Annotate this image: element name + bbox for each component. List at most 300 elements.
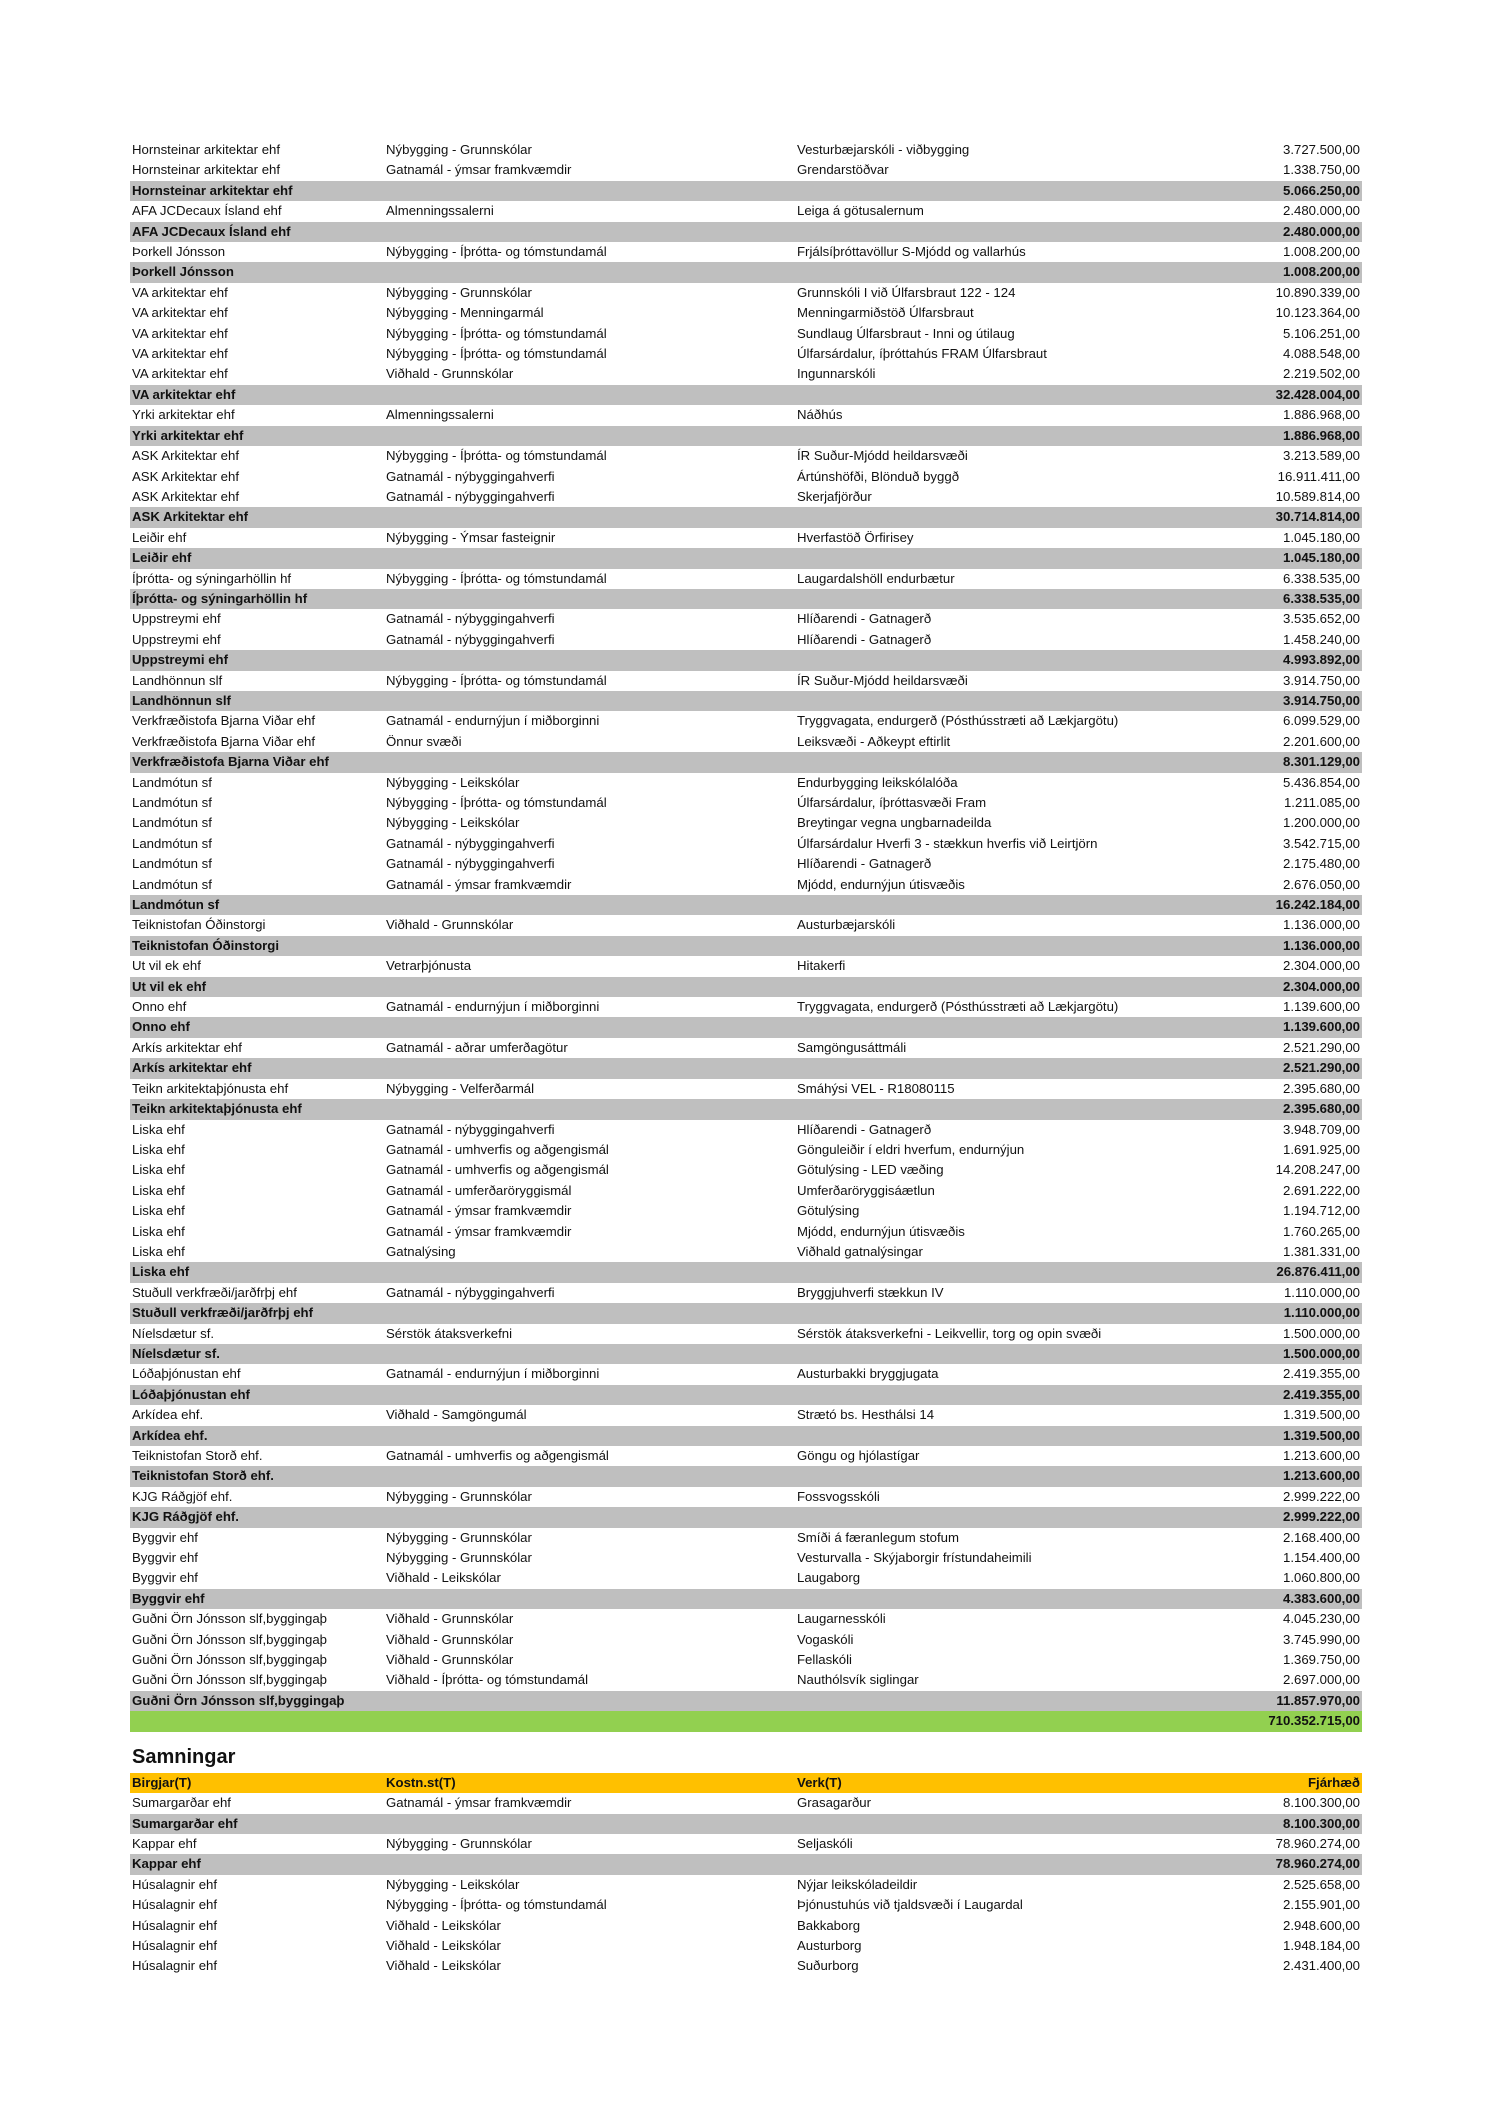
cost-center-cell: Nýbygging - Leikskólar xyxy=(386,1876,520,1892)
table-row xyxy=(130,344,1362,364)
amount-cell: 2.419.355,00 xyxy=(1282,1366,1360,1382)
subtotal-empty xyxy=(795,936,1265,956)
amount-cell: 2.168.400,00 xyxy=(1282,1529,1360,1545)
supplier-cell: Guðni Örn Jónsson slf,byggingaþ xyxy=(132,1611,327,1627)
supplier-cell: Liska ehf xyxy=(132,1182,185,1198)
subtotal-amount: 3.914.750,00 xyxy=(1265,691,1362,711)
table-row xyxy=(130,1548,1362,1568)
table-row xyxy=(130,1038,1362,1058)
subtotal-empty xyxy=(384,1099,795,1119)
cost-center-cell: Viðhald - Leikskólar xyxy=(386,1570,501,1586)
cost-center-cell: Nýbygging - Grunnskólar xyxy=(386,284,532,300)
amount-cell: 1.760.265,00 xyxy=(1282,1223,1360,1239)
subtotal-row xyxy=(130,1262,1362,1282)
subtotal-empty xyxy=(795,1589,1265,1609)
project-cell: Náðhús xyxy=(797,407,843,423)
subtotal-empty xyxy=(795,1466,1265,1486)
subtotal-row xyxy=(130,181,1362,201)
amount-cell: 2.395.680,00 xyxy=(1282,1080,1360,1096)
project-cell: Leiksvæði - Aðkeypt eftirlit xyxy=(797,733,951,749)
supplier-cell: Stuðull verkfræði/jarðfrþj ehf xyxy=(132,1284,297,1300)
subtotal-empty xyxy=(795,548,1265,568)
supplier-cell: Þorkell Jónsson xyxy=(132,244,226,260)
table-row xyxy=(130,446,1362,466)
cost-center-cell: Nýbygging - Íþrótta- og tómstundamál xyxy=(386,325,607,341)
project-cell: ÍR Suður-Mjódd heildarsvæði xyxy=(797,672,968,688)
supplier-cell: Húsalagnir ehf xyxy=(132,1897,218,1913)
table-row xyxy=(130,1528,1362,1548)
project-cell: Mjódd, endurnýjun útisvæðis xyxy=(797,1223,965,1239)
table-row xyxy=(130,813,1362,833)
amount-cell: 2.697.000,00 xyxy=(1282,1672,1360,1688)
supplier-cell: Níelsdætur sf. xyxy=(132,1325,215,1341)
amount-cell: 2.175.480,00 xyxy=(1282,856,1360,872)
table-row xyxy=(130,467,1362,487)
project-cell: Úlfarsárdalur, íþróttahús FRAM Úlfarsbraut xyxy=(797,346,1047,362)
cost-center-cell: Vetrarþjónusta xyxy=(386,958,472,974)
cost-center-cell: Gatnamál - umhverfis og aðgengismál xyxy=(386,1162,609,1178)
subtotal-empty xyxy=(384,1854,795,1874)
cost-center-cell: Gatnamál - nýbyggingahverfi xyxy=(386,856,555,872)
project-cell: Menningarmiðstöð Úlfarsbraut xyxy=(797,305,974,321)
supplier-cell: Liska ehf xyxy=(132,1243,185,1259)
amount-cell: 2.201.600,00 xyxy=(1282,733,1360,749)
cost-center-cell: Nýbygging - Grunnskólar xyxy=(386,1835,532,1851)
subtotal-amount: 1.045.180,00 xyxy=(1265,548,1362,568)
table-row xyxy=(130,242,1362,262)
project-cell: Sundlaug Úlfarsbraut - Inni og útilaug xyxy=(797,325,1015,341)
subtotal-label: Arkídea ehf. xyxy=(130,1426,384,1446)
subtotal-row xyxy=(130,1466,1362,1486)
subtotal-empty xyxy=(384,1385,795,1405)
subtotal-label: Kappar ehf xyxy=(130,1854,384,1874)
amount-cell: 8.100.300,00 xyxy=(1282,1795,1360,1811)
project-cell: Bryggjuhverfi stækkun IV xyxy=(797,1284,944,1300)
report-sheet xyxy=(130,140,1362,1977)
amount-cell: 5.436.854,00 xyxy=(1282,774,1360,790)
subtotal-amount: 8.301.129,00 xyxy=(1265,752,1362,772)
subtotal-empty xyxy=(795,1426,1265,1446)
project-cell: Tryggvagata, endurgerð (Pósthússtræti að Lækjargötu) xyxy=(797,999,1119,1015)
project-cell: Fossvogsskóli xyxy=(797,1488,880,1504)
subtotal-empty xyxy=(795,222,1265,242)
amount-cell: 2.304.000,00 xyxy=(1282,958,1360,974)
supplier-cell: Guðni Örn Jónsson slf,byggingaþ xyxy=(132,1672,327,1688)
table-row xyxy=(130,1609,1362,1629)
amount-cell: 3.213.589,00 xyxy=(1282,448,1360,464)
amount-cell: 1.381.331,00 xyxy=(1282,1243,1360,1259)
amount-cell: 6.338.535,00 xyxy=(1282,570,1360,586)
amount-cell: 2.219.502,00 xyxy=(1282,366,1360,382)
subtotal-empty xyxy=(795,977,1265,997)
subtotal-amount: 4.993.892,00 xyxy=(1265,650,1362,670)
cost-center-cell: Viðhald - Íþrótta- og tómstundamál xyxy=(386,1672,589,1688)
table-row xyxy=(130,528,1362,548)
subtotal-empty xyxy=(384,426,795,446)
project-cell: Austurbakki bryggjugata xyxy=(797,1366,939,1382)
supplier-cell: Teikn arkitektaþjónusta ehf xyxy=(132,1080,289,1096)
supplier-cell: Arkís arkitektar ehf xyxy=(132,1039,242,1055)
amount-cell: 1.338.750,00 xyxy=(1282,162,1360,178)
subtotal-row xyxy=(130,1303,1362,1323)
table-row xyxy=(130,956,1362,976)
cost-center-cell: Viðhald - Leikskólar xyxy=(386,1917,501,1933)
subtotal-empty xyxy=(795,1814,1265,1834)
amount-cell: 14.208.247,00 xyxy=(1275,1162,1360,1178)
subtotal-label: Byggvir ehf xyxy=(130,1589,384,1609)
project-cell: Hlíðarendi - Gatnagerð xyxy=(797,631,932,647)
cost-center-cell: Viðhald - Leikskólar xyxy=(386,1958,501,1974)
amount-cell: 3.745.990,00 xyxy=(1282,1631,1360,1647)
table-row xyxy=(130,303,1362,323)
column-header-project: Verk(T) xyxy=(795,1773,1265,1793)
subtotal-row xyxy=(130,650,1362,670)
project-cell: Mjódd, endurnýjun útisvæðis xyxy=(797,876,965,892)
project-cell: Vogaskóli xyxy=(797,1631,854,1647)
cost-center-cell: Viðhald - Grunnskólar xyxy=(386,1652,514,1668)
amount-cell: 2.691.222,00 xyxy=(1282,1182,1360,1198)
cost-center-cell: Gatnamál - ýmsar framkvæmdir xyxy=(386,1795,572,1811)
subtotal-empty xyxy=(795,426,1265,446)
subtotal-row xyxy=(130,691,1362,711)
project-cell: Umferðaröryggisáætlun xyxy=(797,1182,935,1198)
supplier-cell: Byggvir ehf xyxy=(132,1529,198,1545)
amount-cell: 1.458.240,00 xyxy=(1282,631,1360,647)
project-cell: Vesturbæjarskóli - viðbygging xyxy=(797,142,970,157)
supplier-cell: AFA JCDecaux Ísland ehf xyxy=(132,203,282,219)
project-cell: Sérstök átaksverkefni - Leikvellir, torg og opin svæði xyxy=(797,1325,1102,1341)
cost-center-cell: Gatnamál - endurnýjun í miðborginni xyxy=(386,713,600,729)
table-row xyxy=(130,1140,1362,1160)
table-row xyxy=(130,1875,1362,1895)
cost-center-cell: Viðhald - Grunnskólar xyxy=(386,917,514,933)
subtotal-empty xyxy=(384,1691,795,1711)
cost-table xyxy=(130,140,1362,1732)
subtotal-label: Arkís arkitektar ehf xyxy=(130,1058,384,1078)
supplier-cell: Lóðaþjónustan ehf xyxy=(132,1366,241,1382)
cost-center-cell: Nýbygging - Leikskólar xyxy=(386,774,520,790)
supplier-cell: Húsalagnir ehf xyxy=(132,1958,218,1974)
subtotal-amount: 1.319.500,00 xyxy=(1265,1426,1362,1446)
project-cell: Ártúnshöfði, Blönduð byggð xyxy=(797,468,960,484)
amount-cell: 1.948.184,00 xyxy=(1282,1937,1360,1953)
amount-cell: 4.045.230,00 xyxy=(1282,1611,1360,1627)
supplier-cell: VA arkitektar ehf xyxy=(132,305,228,321)
subtotal-empty xyxy=(795,1262,1265,1282)
cost-center-cell: Nýbygging - Grunnskólar xyxy=(386,1488,532,1504)
supplier-cell: Liska ehf xyxy=(132,1141,185,1157)
subtotal-empty xyxy=(795,1691,1265,1711)
cost-center-cell: Nýbygging - Grunnskólar xyxy=(386,142,532,157)
supplier-cell: Landmótun sf xyxy=(132,876,212,892)
grand-total-empty xyxy=(384,1711,795,1731)
supplier-cell: VA arkitektar ehf xyxy=(132,325,228,341)
amount-cell: 4.088.548,00 xyxy=(1282,346,1360,362)
subtotal-amount: 2.395.680,00 xyxy=(1265,1099,1362,1119)
table-row xyxy=(130,201,1362,221)
table-row xyxy=(130,1834,1362,1854)
supplier-cell: ASK Arkitektar ehf xyxy=(132,468,240,484)
amount-cell: 1.194.712,00 xyxy=(1282,1203,1360,1219)
subtotal-empty xyxy=(795,1344,1265,1364)
cost-center-cell: Gatnamál - nýbyggingahverfi xyxy=(386,488,555,504)
subtotal-empty xyxy=(795,650,1265,670)
amount-cell: 1.136.000,00 xyxy=(1282,917,1360,933)
cost-center-cell: Gatnamál - nýbyggingahverfi xyxy=(386,1121,555,1137)
subtotal-empty xyxy=(384,385,795,405)
supplier-cell: Landmótun sf xyxy=(132,795,212,810)
cost-center-cell: Viðhald - Grunnskólar xyxy=(386,1631,514,1647)
subtotal-empty xyxy=(384,1589,795,1609)
subtotal-empty xyxy=(795,1854,1265,1874)
subtotal-empty xyxy=(384,181,795,201)
project-cell: Þjónustuhús við tjaldsvæði í Laugardal xyxy=(797,1897,1023,1913)
subtotal-label: Guðni Örn Jónsson slf,byggingaþ xyxy=(130,1691,384,1711)
project-cell: Götulýsing - LED væðing xyxy=(797,1162,944,1178)
amount-cell: 1.060.800,00 xyxy=(1282,1570,1360,1586)
project-cell: Skerjafjörður xyxy=(797,488,872,504)
amount-cell: 2.676.050,00 xyxy=(1282,876,1360,892)
table-row xyxy=(130,1895,1362,1915)
header-row xyxy=(130,1773,1362,1793)
subtotal-empty xyxy=(795,507,1265,527)
supplier-cell: Landmótun sf xyxy=(132,835,212,851)
subtotal-empty xyxy=(795,1058,1265,1078)
supplier-cell: ASK Arkitektar ehf xyxy=(132,448,240,464)
cost-center-cell: Sérstök átaksverkefni xyxy=(386,1325,513,1341)
project-cell: Hverfastöð Örfirisey xyxy=(797,529,914,545)
cost-center-cell: Nýbygging - Íþrótta- og tómstundamál xyxy=(386,795,607,810)
amount-cell: 1.154.400,00 xyxy=(1282,1550,1360,1566)
supplier-cell: Liska ehf xyxy=(132,1203,185,1219)
project-cell: Frjálsíþróttavöllur S-Mjódd og vallarhús xyxy=(797,244,1026,260)
project-cell: Hlíðarendi - Gatnagerð xyxy=(797,1121,932,1137)
subtotal-label: Teiknistofan Storð ehf. xyxy=(130,1466,384,1486)
project-cell: Austurborg xyxy=(797,1937,862,1953)
supplier-cell: Hornsteinar arkitektar ehf xyxy=(132,162,281,178)
amount-cell: 1.008.200,00 xyxy=(1282,244,1360,260)
table-row xyxy=(130,773,1362,793)
supplier-cell: Húsalagnir ehf xyxy=(132,1917,218,1933)
supplier-cell: VA arkitektar ehf xyxy=(132,366,228,382)
project-cell: Endurbygging leikskólalóða xyxy=(797,774,958,790)
amount-cell: 1.110.000,00 xyxy=(1283,1284,1360,1300)
project-cell: Laugardalshöll endurbætur xyxy=(797,570,955,586)
subtotal-empty xyxy=(795,589,1265,609)
table-row xyxy=(130,1222,1362,1242)
amount-cell: 78.960.274,00 xyxy=(1275,1835,1360,1851)
table-row xyxy=(130,364,1362,384)
amount-cell: 2.525.658,00 xyxy=(1282,1876,1360,1892)
supplier-cell: Liska ehf xyxy=(132,1162,185,1178)
subtotal-row xyxy=(130,507,1362,527)
cost-center-cell: Gatnamál - ýmsar framkvæmdir xyxy=(386,162,572,178)
column-header-amount: Fjárhæð xyxy=(1265,1773,1362,1793)
supplier-cell: Leiðir ehf xyxy=(132,529,187,545)
table-row xyxy=(130,1568,1362,1588)
supplier-cell: Landhönnun slf xyxy=(132,672,223,688)
subtotal-label: Teiknistofan Óðinstorgi xyxy=(130,936,384,956)
subtotal-empty xyxy=(384,977,795,997)
subtotal-row xyxy=(130,262,1362,282)
subtotal-label: Íþrótta- og sýningarhöllin hf xyxy=(130,589,384,609)
cost-center-cell: Nýbygging - Íþrótta- og tómstundamál xyxy=(386,570,607,586)
cost-center-cell: Gatnamál - nýbyggingahverfi xyxy=(386,631,555,647)
project-cell: Breytingar vegna ungbarnadeilda xyxy=(797,815,992,831)
amount-cell: 3.535.652,00 xyxy=(1282,611,1360,627)
cost-center-cell: Nýbygging - Menningarmál xyxy=(386,305,544,321)
cost-center-cell: Gatnamál - umhverfis og aðgengismál xyxy=(386,1448,609,1463)
subtotal-label: Onno ehf xyxy=(130,1017,384,1037)
table-row xyxy=(130,875,1362,895)
amount-cell: 2.999.222,00 xyxy=(1282,1488,1360,1504)
table-row xyxy=(130,569,1362,589)
amount-cell: 2.948.600,00 xyxy=(1282,1917,1360,1933)
subtotal-row xyxy=(130,1691,1362,1711)
table-row xyxy=(130,283,1362,303)
cost-center-cell: Gatnamál - ýmsar framkvæmdir xyxy=(386,1223,572,1239)
subtotal-row xyxy=(130,1385,1362,1405)
supplier-cell: Byggvir ehf xyxy=(132,1570,198,1586)
amount-cell: 1.213.600,00 xyxy=(1282,1448,1360,1463)
subtotal-empty xyxy=(384,1814,795,1834)
subtotal-empty xyxy=(384,895,795,915)
amount-cell: 3.948.709,00 xyxy=(1282,1121,1360,1137)
grand-total-empty xyxy=(130,1711,384,1731)
supplier-cell: Yrki arkitektar ehf xyxy=(132,407,235,423)
subtotal-label: VA arkitektar ehf xyxy=(130,385,384,405)
subtotal-amount: 8.100.300,00 xyxy=(1265,1814,1362,1834)
contracts-table-body xyxy=(130,1773,1362,1977)
table-row xyxy=(130,405,1362,425)
table-row xyxy=(130,630,1362,650)
subtotal-row xyxy=(130,1058,1362,1078)
subtotal-row xyxy=(130,1426,1362,1446)
project-cell: Hlíðarendi - Gatnagerð xyxy=(797,611,932,627)
cost-center-cell: Almenningssalerni xyxy=(386,407,494,423)
table-row xyxy=(130,1793,1362,1813)
table-row xyxy=(130,1364,1362,1384)
supplier-cell: Guðni Örn Jónsson slf,byggingaþ xyxy=(132,1631,327,1647)
subtotal-label: Sumargarðar ehf xyxy=(130,1814,384,1834)
subtotal-row xyxy=(130,1814,1362,1834)
supplier-cell: KJG Ráðgjöf ehf. xyxy=(132,1488,233,1504)
table-row xyxy=(130,1079,1362,1099)
subtotal-amount: 11.857.970,00 xyxy=(1265,1691,1362,1711)
grand-total-row xyxy=(130,1711,1362,1731)
amount-cell: 1.369.750,00 xyxy=(1282,1652,1360,1668)
subtotal-label: Ut vil ek ehf xyxy=(130,977,384,997)
subtotal-amount: 1.136.000,00 xyxy=(1265,936,1362,956)
supplier-cell: Húsalagnir ehf xyxy=(132,1876,218,1892)
table-row xyxy=(130,1201,1362,1221)
table-row xyxy=(130,1242,1362,1262)
cost-center-cell: Nýbygging - Grunnskólar xyxy=(386,1529,532,1545)
subtotal-empty xyxy=(384,650,795,670)
table-row xyxy=(130,793,1362,813)
table-row xyxy=(130,854,1362,874)
cost-center-cell: Almenningssalerni xyxy=(386,203,494,219)
table-row xyxy=(130,1670,1362,1690)
subtotal-row xyxy=(130,1344,1362,1364)
subtotal-label: Hornsteinar arkitektar ehf xyxy=(130,181,384,201)
subtotal-empty xyxy=(384,262,795,282)
amount-cell: 5.106.251,00 xyxy=(1282,325,1360,341)
table-row xyxy=(130,324,1362,344)
contracts-table xyxy=(130,1773,1362,1977)
subtotal-label: Teikn arkitektaþjónusta ehf xyxy=(130,1099,384,1119)
amount-cell: 2.155.901,00 xyxy=(1282,1897,1360,1913)
project-cell: Samgöngusáttmáli xyxy=(797,1039,907,1055)
subtotal-amount: 30.714.814,00 xyxy=(1265,507,1362,527)
project-cell: Tryggvagata, endurgerð (Pósthússtræti að Lækjargötu) xyxy=(797,713,1119,729)
amount-cell: 6.099.529,00 xyxy=(1282,713,1360,729)
amount-cell: 2.480.000,00 xyxy=(1282,203,1360,219)
project-cell: Strætó bs. Hesthálsi 14 xyxy=(797,1407,935,1423)
subtotal-amount: 78.960.274,00 xyxy=(1265,1854,1362,1874)
cost-center-cell: Gatnamál - nýbyggingahverfi xyxy=(386,611,555,627)
subtotal-amount: 1.213.600,00 xyxy=(1265,1466,1362,1486)
subtotal-label: Þorkell Jónsson xyxy=(130,262,384,282)
project-cell: Grunnskóli I við Úlfarsbraut 122 - 124 xyxy=(797,284,1016,300)
table-row xyxy=(130,1916,1362,1936)
subtotal-empty xyxy=(384,691,795,711)
supplier-cell: Verkfræðistofa Bjarna Viðar ehf xyxy=(132,733,316,749)
subtotal-row xyxy=(130,426,1362,446)
amount-cell: 1.045.180,00 xyxy=(1282,529,1360,545)
amount-cell: 10.890.339,00 xyxy=(1275,284,1360,300)
cost-center-cell: Gatnamál - ýmsar framkvæmdir xyxy=(386,876,572,892)
amount-cell: 1.691.925,00 xyxy=(1282,1141,1360,1157)
table-row xyxy=(130,1120,1362,1140)
cost-center-cell: Viðhald - Leikskólar xyxy=(386,1937,501,1953)
subtotal-empty xyxy=(384,589,795,609)
subtotal-amount: 1.110.000,00 xyxy=(1265,1303,1362,1323)
subtotal-amount: 32.428.004,00 xyxy=(1265,385,1362,405)
amount-cell: 2.521.290,00 xyxy=(1282,1039,1360,1055)
subtotal-empty xyxy=(795,262,1265,282)
project-cell: Göngu og hjólastígar xyxy=(797,1448,920,1463)
subtotal-amount: 1.139.600,00 xyxy=(1265,1017,1362,1037)
subtotal-row xyxy=(130,752,1362,772)
subtotal-amount: 6.338.535,00 xyxy=(1265,589,1362,609)
cost-center-cell: Gatnamál - ýmsar framkvæmdir xyxy=(386,1203,572,1219)
amount-cell: 1.319.500,00 xyxy=(1282,1407,1360,1423)
cost-center-cell: Nýbygging - Íþrótta- og tómstundamál xyxy=(386,448,607,464)
subtotal-label: Uppstreymi ehf xyxy=(130,650,384,670)
supplier-cell: Teiknistofan Storð ehf. xyxy=(132,1448,263,1463)
table-row xyxy=(130,997,1362,1017)
project-cell: Seljaskóli xyxy=(797,1835,853,1851)
supplier-cell: Liska ehf xyxy=(132,1223,185,1239)
column-header-cost-center: Kostn.st(T) xyxy=(384,1773,795,1793)
subtotal-amount: 26.876.411,00 xyxy=(1265,1262,1362,1282)
project-cell: Laugaborg xyxy=(797,1570,861,1586)
subtotal-label: Lóðaþjónustan ehf xyxy=(130,1385,384,1405)
table-row xyxy=(130,915,1362,935)
subtotal-empty xyxy=(795,1303,1265,1323)
cost-center-cell: Nýbygging - Velferðarmál xyxy=(386,1080,535,1096)
project-cell: ÍR Suður-Mjódd heildarsvæði xyxy=(797,448,968,464)
project-cell: Nýjar leikskóladeildir xyxy=(797,1876,918,1892)
subtotal-empty xyxy=(384,752,795,772)
subtotal-empty xyxy=(795,1017,1265,1037)
amount-cell: 1.139.600,00 xyxy=(1282,999,1360,1015)
project-cell: Vesturvalla - Skýjaborgir frístundaheimili xyxy=(797,1550,1032,1566)
supplier-cell: Onno ehf xyxy=(132,999,187,1015)
project-cell: Úlfarsárdalur, íþróttasvæði Fram xyxy=(797,795,987,810)
subtotal-empty xyxy=(384,222,795,242)
